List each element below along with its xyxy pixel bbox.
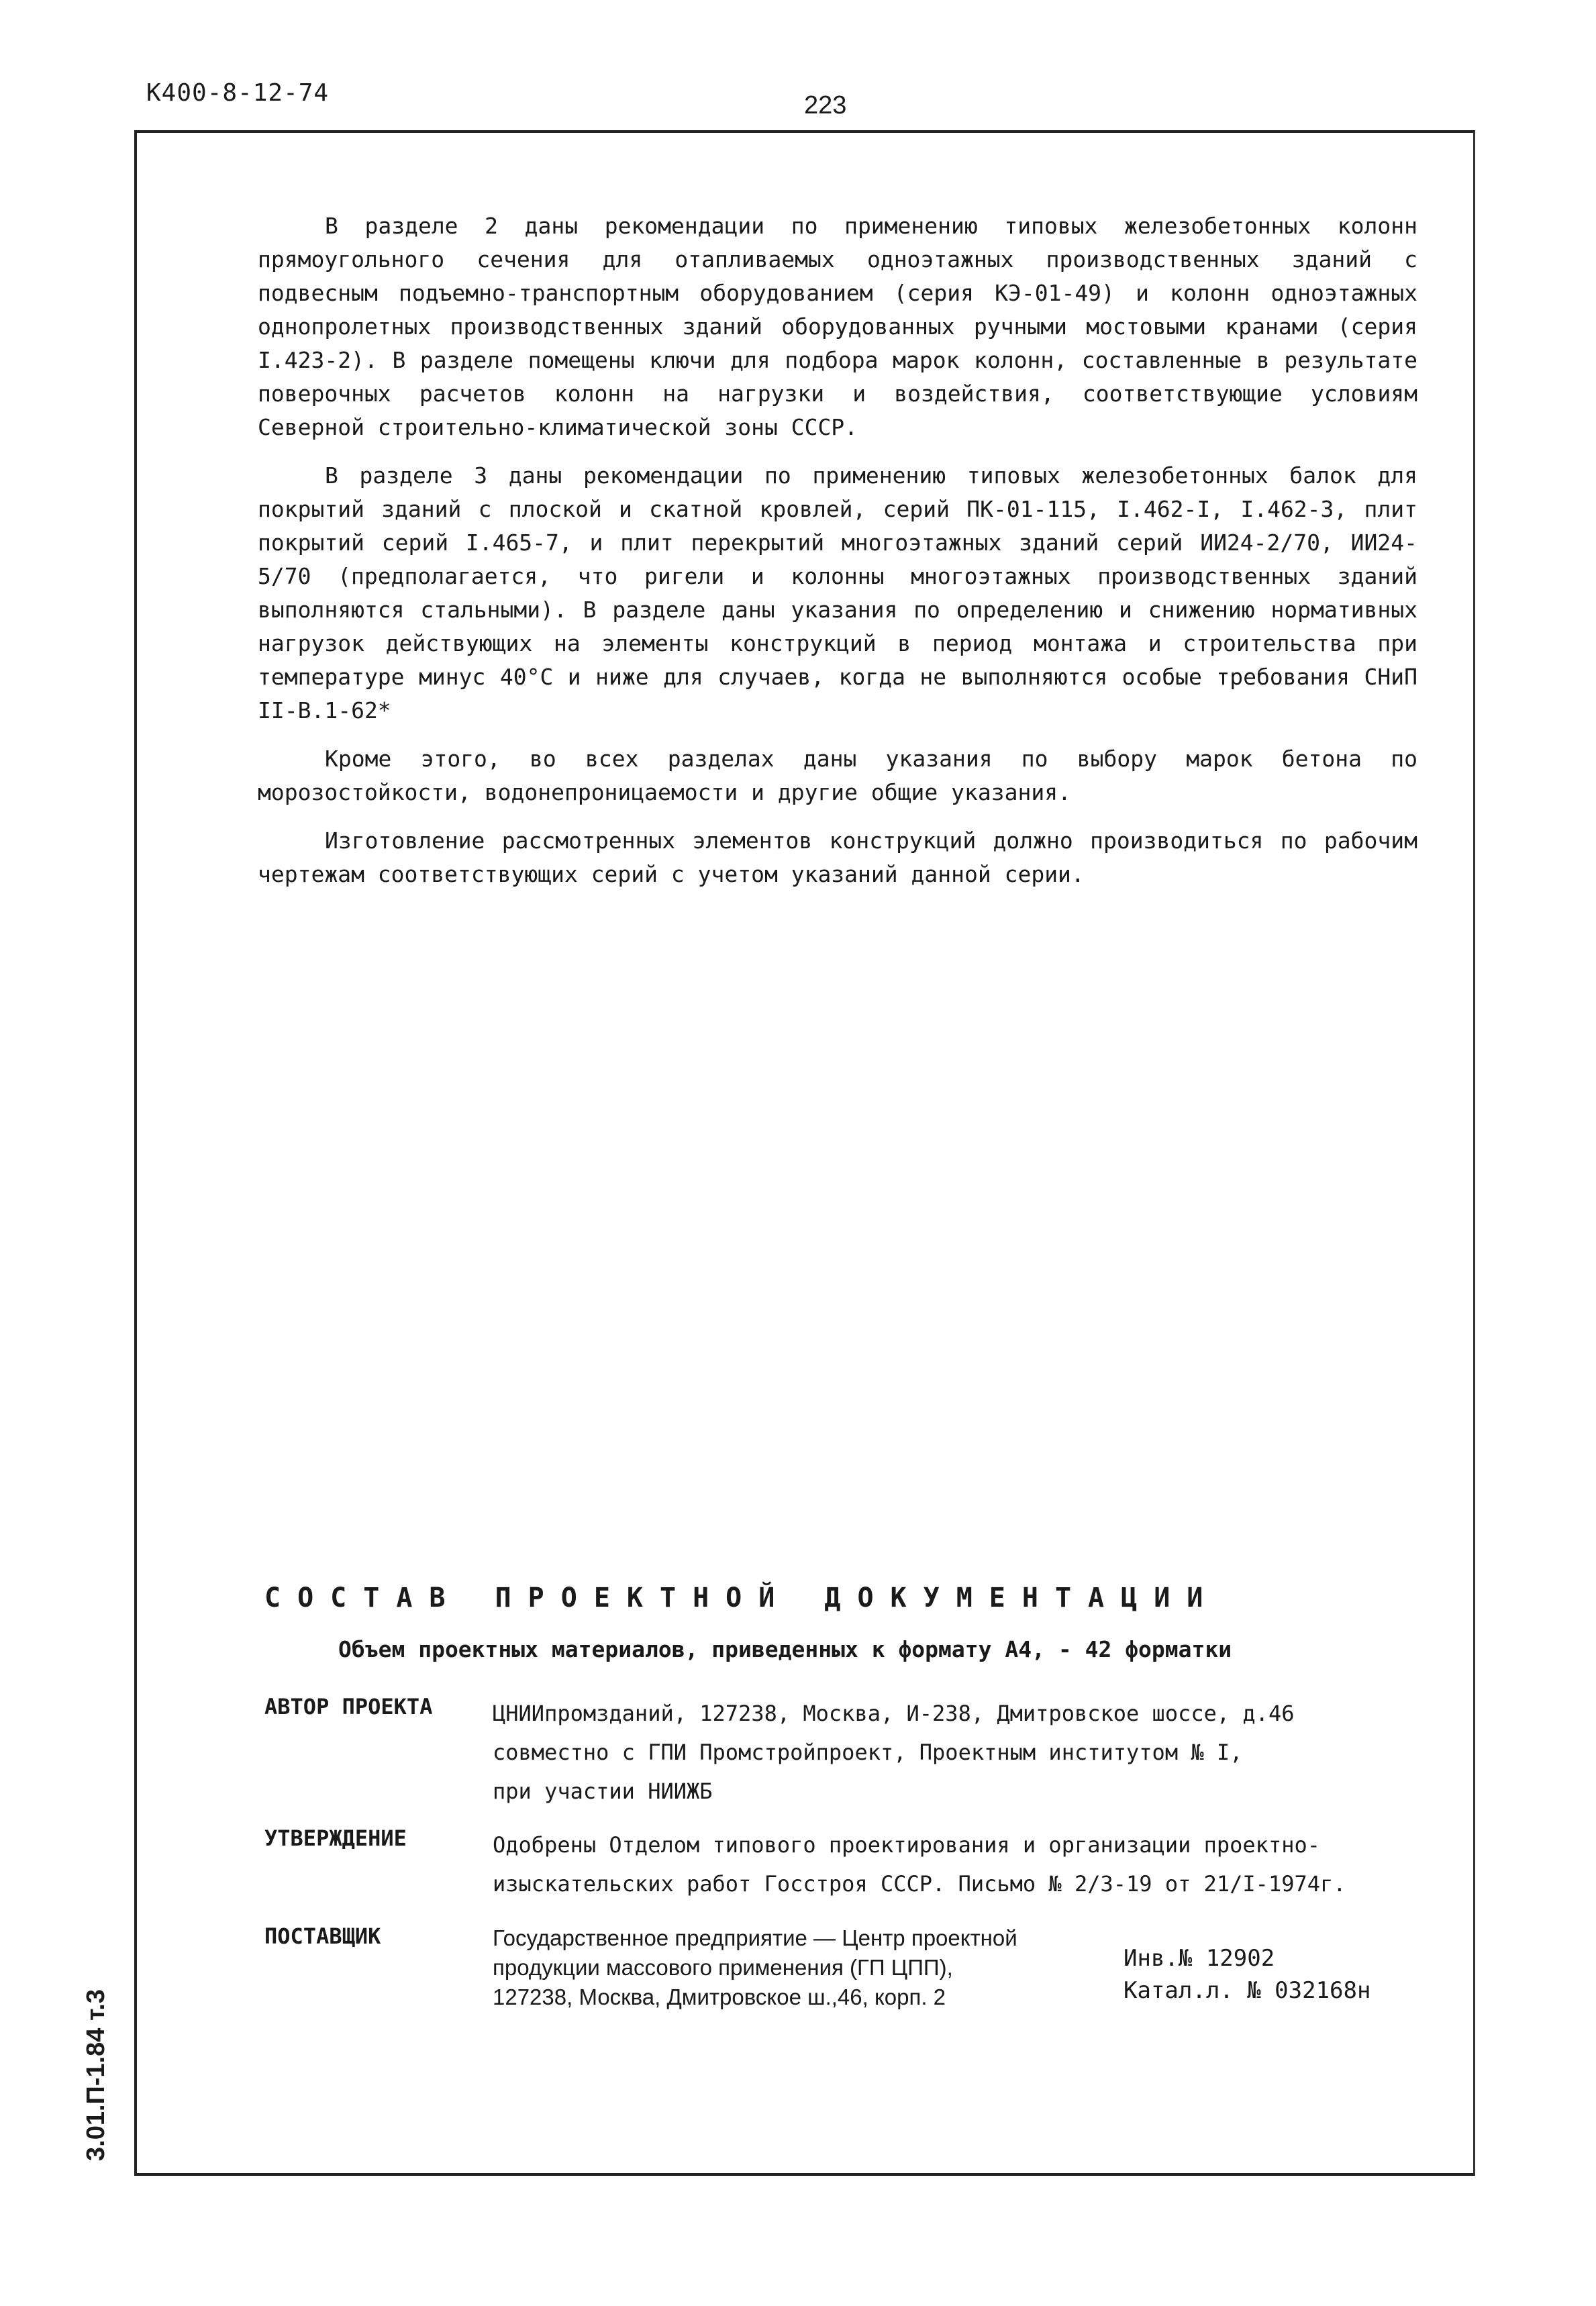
paragraph-general-notes: Кроме этого, во всех разделах даны указания по выбору марок бетона по морозостойкости, водонепроницаемости и другие общие указания. xyxy=(258,746,1417,805)
supplier-line: 127238, Москва, Дмитровское ш.,46, корп. 2 xyxy=(493,1985,946,2009)
paragraph-manufacturing: Изготовление рассмотренных элементов конструкций должно производиться по рабочим чертежам соответствующих серий с учетом указаний данной серии. xyxy=(258,828,1417,887)
approval-label: УТВЕРЖДЕНИЕ xyxy=(264,1825,407,1851)
inventory-block xyxy=(1124,1942,1370,2007)
page-number: 223 xyxy=(804,91,847,119)
side-stamp: 3.01.П-1.84 т.3 xyxy=(82,1989,110,2161)
body-text xyxy=(258,209,1417,906)
inventory-number: Инв.№ 12902 xyxy=(1124,1945,1275,1972)
paragraph-section-3: В разделе 3 даны рекомендации по применению типовых железобетонных балок для покрытий зданий с плоской и скатной кровлей, серий ПК-01-115, I.462-I, I.462-3, плит покрытий серий I.465-7, и плит перекрытий многоэтажных зданий серий ИИ24-2/70, ИИ24-5/70 (предполагается, что ригели и колонны многоэтажных производственных зданий выполняются стальными). В разделе даны указания по определению и снижению нормативных нагрузок действующих на элементы конструкций в период монтажа и строительства при температуре минус 40°С и ниже для случаев, когда не выполняются особые требования СНиП II-В.1-62* xyxy=(258,462,1417,723)
catalog-number: Катал.л. № 032168н xyxy=(1124,1977,1371,2004)
author-label: АВТОР ПРОЕКТА xyxy=(264,1694,433,1719)
author-line: ЦНИИпромзданий, 127238, Москва, И-238, Дмитровское шоссе, д.46 xyxy=(493,1701,1295,1726)
approval-value xyxy=(493,1825,1346,1903)
author-line: при участии НИИЖБ xyxy=(493,1778,713,1804)
supplier-value xyxy=(493,1923,1017,2012)
document-code: К400-8-12-74 xyxy=(146,79,330,107)
approval-line: Одобрены Отделом типового проектирования и организации проектно- xyxy=(493,1832,1320,1858)
approval-line: изыскательских работ Госстроя СССР. Письмо № 2/3-19 от 21/I-1974г. xyxy=(493,1871,1346,1897)
volume-line: Объем проектных материалов, приведенных к формату А4, - 42 форматки xyxy=(338,1636,1232,1662)
author-line: совместно с ГПИ Промстройпроект, Проектным институтом № I, xyxy=(493,1740,1243,1765)
supplier-label: ПОСТАВЩИК xyxy=(264,1923,381,1949)
composition-heading: СОСТАВ ПРОЕКТНОЙ ДОКУМЕНТАЦИИ xyxy=(264,1583,1220,1613)
supplier-line: Государственное предприятие — Центр проектной xyxy=(493,1925,1017,1950)
supplier-line: продукции массового применения (ГП ЦПП), xyxy=(493,1955,953,1980)
author-value xyxy=(493,1694,1294,1811)
paragraph-section-2: В разделе 2 даны рекомендации по применению типовых железобетонных колонн прямоугольного сечения для отапливаемых одноэтажных производственных зданий с подвесным подъемно-транспортным оборудованием (серия КЭ-01-49) и колонн одноэтажных однопролетных производственных зданий оборудованных ручными мостовыми кранами (серия I.423-2). В разделе помещены ключи для подбора марок колонн, составленные в результате поверочных расчетов колонн на нагрузки и воздействия, соответствующие условиям Северной строительно-климатической зоны СССР. xyxy=(258,213,1417,440)
